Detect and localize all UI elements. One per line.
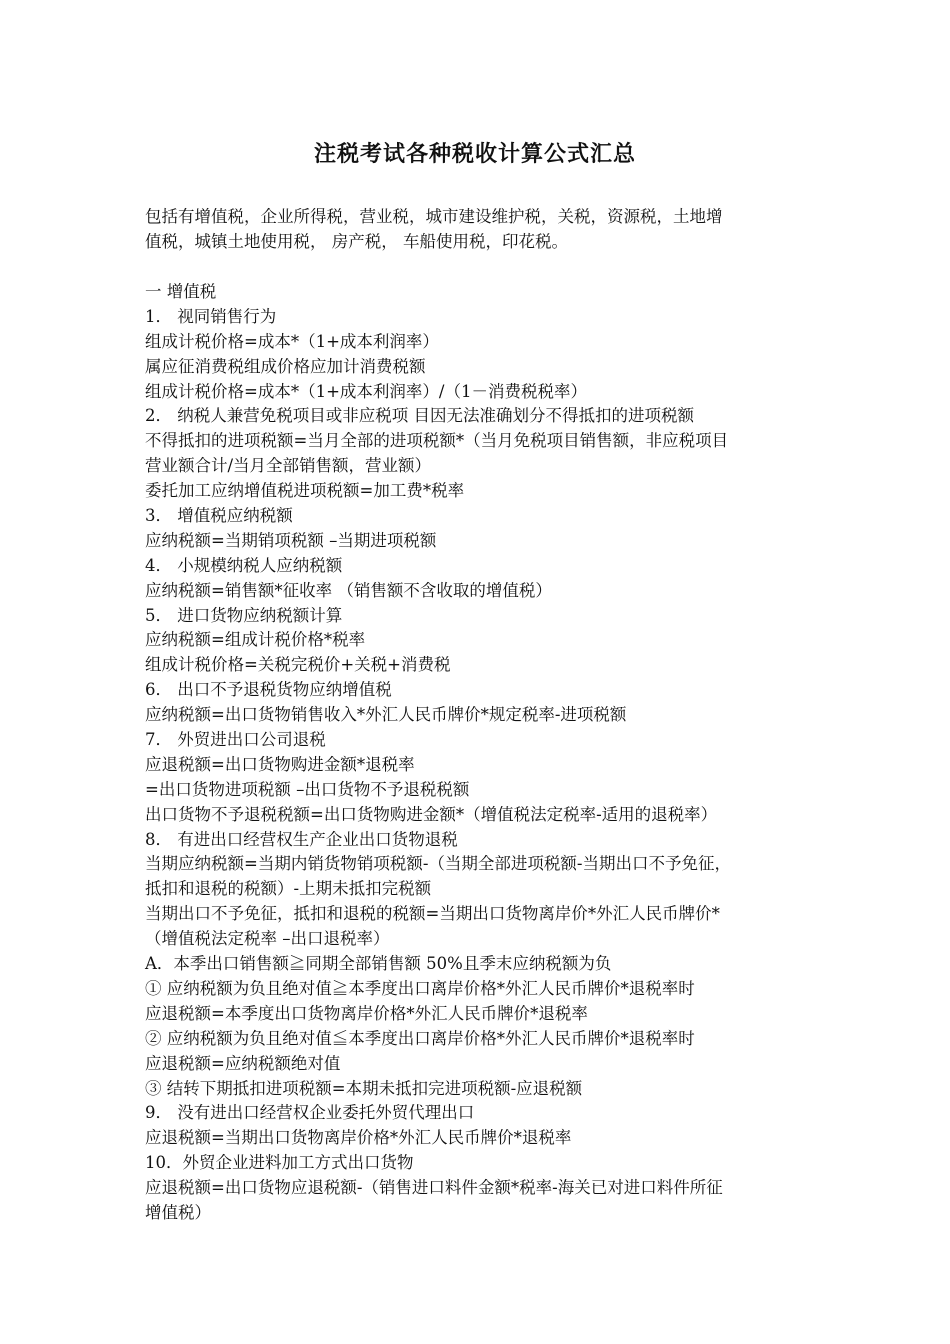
text-line: A．本季出口销售额≧同期全部销售额 50%且季末应纳税额为负 [145, 954, 612, 974]
text-line: 委托加工应纳增值税进项税额=加工费*税率 [145, 481, 465, 501]
text-line: 当期应纳税额=当期内销货物销项税额-（当期全部进项税额-当期出口不予免征， [145, 854, 731, 874]
text-line: 应纳税额=当期销项税额 –当期进项税额 [145, 530, 437, 550]
intro-paragraph [145, 204, 815, 254]
text-line: 应退税额=出口货物应退税额-（销售进口料件金额*税率-海关已对进口料件所征 [145, 1178, 723, 1198]
intro-line: 包括有增值税，企业所得税，营业税，城市建设维护税，关税，资源税，土地增 [145, 207, 723, 226]
intro-line: 值税，城镇土地使用税， 房产税， 车船使用税，印花税。 [145, 232, 568, 251]
text-line: 5． 进口货物应纳税额计算 [145, 605, 343, 625]
text-line: 7． 外贸进出口公司退税 [145, 730, 326, 750]
text-line: 应退税额=当期出口货物离岸价格*外汇人民币牌价*退税率 [145, 1128, 572, 1148]
text-line: 10．外贸企业进料加工方式出口货物 [145, 1153, 414, 1173]
text-line: 应纳税额=销售额*征收率 （销售额不含收取的增值税） [145, 580, 552, 600]
text-line: （增值税法定税率 –出口退税率） [145, 929, 390, 949]
text-line: 当期出口不予免征，抵扣和退税的税额=当期出口货物离岸价*外汇人民币牌价* [145, 904, 720, 924]
section-heading: 一 增值税 [145, 282, 217, 301]
text-line: 6． 出口不予退税货物应纳增值税 [145, 680, 392, 700]
text-line: 9． 没有进出口经营权企业委托外贸代理出口 [145, 1103, 475, 1123]
text-line: 4． 小规模纳税人应纳税额 [145, 555, 343, 575]
text-line: ① 应纳税额为负且绝对值≧本季度出口离岸价格*外汇人民币牌价*退税率时 [145, 978, 695, 998]
text-line: 营业额合计/当月全部销售额，营业额） [145, 456, 432, 476]
text-line: 2． 纳税人兼营免税项目或非应税项 目因无法准确划分不得抵扣的进项税额 [145, 406, 694, 426]
text-line: 应退税额=本季度出口货物离岸价格*外汇人民币牌价*退税率 [145, 1003, 588, 1023]
text-line: 8． 有进出口经营权生产企业出口货物退税 [145, 829, 458, 849]
text-line: 属应征消费税组成价格应加计消费税额 [145, 356, 426, 376]
text-line: 应纳税额=组成计税价格*税率 [145, 630, 366, 650]
text-line: ③ 结转下期抵扣进项税额=本期未抵扣完进项税额-应退税额 [145, 1078, 583, 1098]
text-line: 应纳税额=出口货物销售收入*外汇人民币牌价*规定税率-进项税额 [145, 705, 627, 725]
text-line: 不得抵扣的进项税额=当月全部的进项税额*（当月免税项目销售额，非应税项目 [145, 431, 729, 451]
text-line: 抵扣和退税的税额）-上期未抵扣完税额 [145, 879, 432, 899]
text-line: 应退税额=应纳税额绝对值 [145, 1053, 341, 1073]
text-line: 组成计税价格=成本*（1+成本利润率）/（1－消费税税率） [145, 381, 587, 401]
text-line: 组成计税价格=成本*（1+成本利润率） [145, 331, 439, 351]
text-line: 3． 增值税应纳税额 [145, 506, 293, 526]
document-title: 注税考试各种税收计算公式汇总 [313, 141, 636, 167]
text-line: 1． 视同销售行为 [145, 306, 277, 326]
formula-list [145, 280, 815, 1226]
text-line: 组成计税价格=关税完税价+关税+消费税 [145, 655, 451, 675]
text-line: 应退税额=出口货物购进金额*退税率 [145, 754, 415, 774]
text-line: 增值税） [145, 1202, 211, 1222]
text-line: 出口货物不予退税税额=出口货物购进金额*（增值税法定税率-适用的退税率） [145, 804, 718, 824]
text-line: =出口货物进项税额 –出口货物不予退税税额 [145, 779, 470, 799]
text-line: ② 应纳税额为负且绝对值≦本季度出口离岸价格*外汇人民币牌价*退税率时 [145, 1028, 695, 1048]
